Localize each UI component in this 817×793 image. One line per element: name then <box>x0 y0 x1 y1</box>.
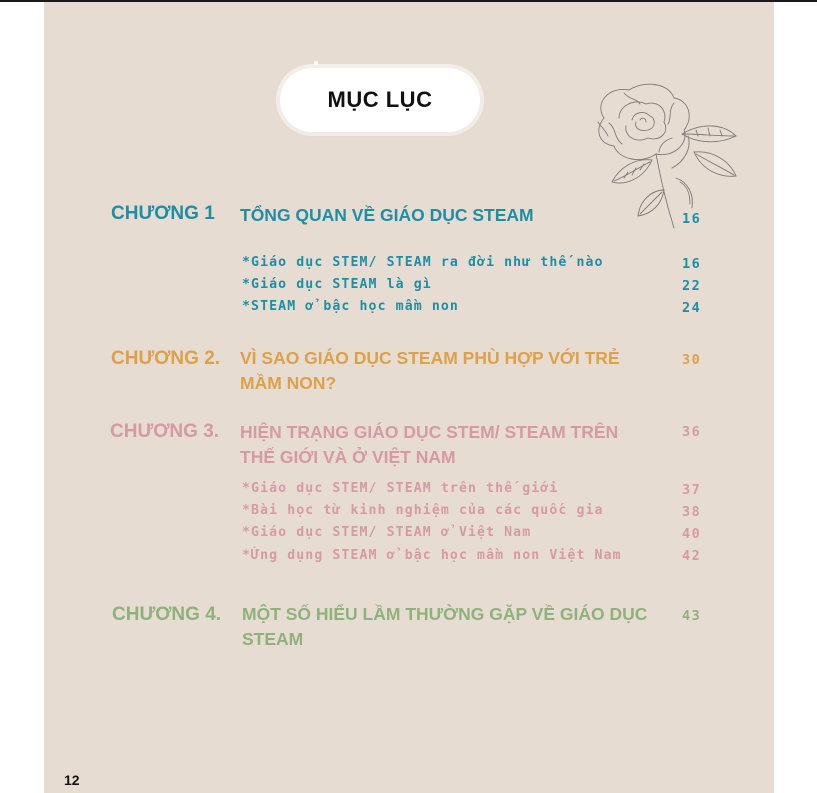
chapter-3-label: CHƯƠNG 3. <box>110 421 220 442</box>
chapter-1-item-2: *Giáo dục STEAM là gì <box>242 277 432 292</box>
chapter-1-page: 16 <box>682 211 702 227</box>
chapter-3-item-1: *Giáo dục STEM/ STEAM trên thế giới <box>242 481 559 496</box>
chapter-1-item-3: *STEAM ở bậc học mầm non <box>242 299 459 314</box>
decorative-dot <box>314 61 318 65</box>
chapter-3-page: 36 <box>682 424 702 440</box>
chapter-4-label: CHƯƠNG 4. <box>112 604 222 625</box>
page-number: 12 <box>64 772 80 788</box>
chapter-3-item-4: *Ứng dụng STEAM ở bậc học mầm non Việt Nam <box>242 548 622 563</box>
title-badge <box>280 68 480 132</box>
chapter-3-item-2-page: 38 <box>682 504 702 520</box>
page-title: MỤC LỤC <box>327 87 433 112</box>
chapter-3-title: HIỆN TRẠNG GIÁO DỤC STEM/ STEAM TRÊN THẾ GIỚI VÀ Ở VIỆT NAM <box>240 422 619 467</box>
chapter-1-label: CHƯƠNG 1 <box>111 203 215 224</box>
chapter-1-item-1-page: 16 <box>682 256 702 272</box>
chapter-3-item-2: *Bài học từ kinh nghiệm của các quốc gia <box>242 503 604 518</box>
book-page <box>44 2 774 793</box>
chapter-3-item-1-page: 37 <box>682 482 702 498</box>
chapter-4-title: MỘT SỐ HIỂU LẦM THƯỜNG GẶP VỀ GIÁO DỤC STEAM <box>242 604 648 649</box>
chapter-3-item-3-page: 40 <box>682 526 702 542</box>
chapter-3-item-3: *Giáo dục STEM/ STEAM ở Việt Nam <box>242 525 532 540</box>
chapter-1-title: TỔNG QUAN VỀ GIÁO DỤC STEAM <box>240 205 534 225</box>
chapter-4-page: 43 <box>682 608 702 624</box>
chapter-1-item-3-page: 24 <box>682 300 702 316</box>
chapter-1-item-2-page: 22 <box>682 278 702 294</box>
chapter-2-page: 30 <box>682 352 702 368</box>
chapter-3-item-4-page: 42 <box>682 548 702 564</box>
chapter-2-label: CHƯƠNG 2. <box>111 348 221 369</box>
chapter-2-title: VÌ SAO GIÁO DỤC STEAM PHÙ HỢP VỚI TRẺ MẦM NON? <box>240 348 620 393</box>
chapter-1-item-1: *Giáo dục STEM/ STEAM ra đời như thế nào <box>242 255 604 270</box>
